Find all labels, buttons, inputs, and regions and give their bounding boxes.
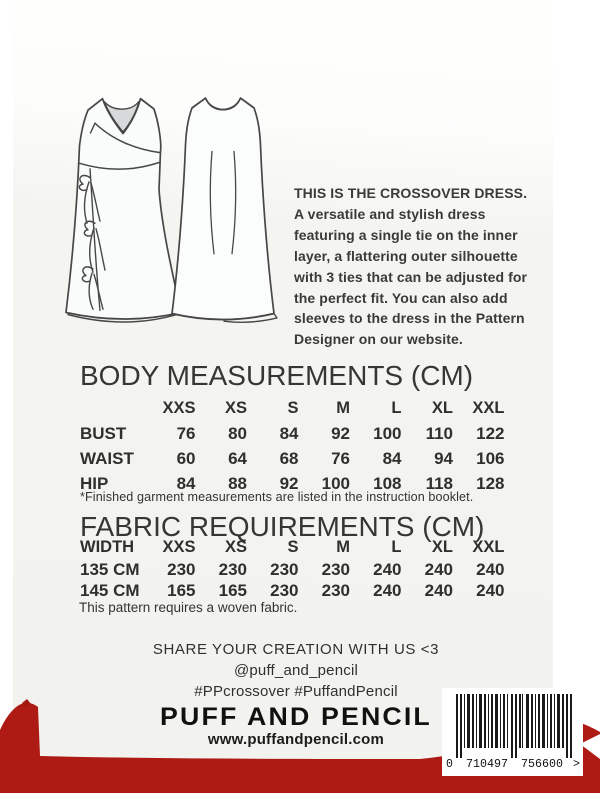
size-header: S bbox=[287, 538, 299, 556]
dress-description bbox=[294, 183, 550, 350]
size-header: XS bbox=[224, 399, 247, 417]
size-header: XS bbox=[224, 538, 247, 556]
fabric-145-value: 165 bbox=[218, 581, 247, 601]
barcode-digits-group1: 710497 bbox=[466, 758, 508, 771]
fabric-145-value: 230 bbox=[321, 581, 350, 601]
fabric-135-value: 240 bbox=[424, 559, 453, 579]
size-header: L bbox=[391, 399, 402, 417]
bust-value: 110 bbox=[425, 424, 453, 443]
fabric-145-value: 240 bbox=[424, 581, 453, 601]
bust-value: 84 bbox=[279, 424, 299, 443]
hip-value: 84 bbox=[176, 474, 196, 493]
bust-value: 100 bbox=[373, 424, 402, 443]
size-header: S bbox=[287, 399, 299, 417]
row-label-hip: HIP bbox=[80, 474, 109, 493]
hip-value: 128 bbox=[476, 474, 505, 493]
share-callout: SHARE YOUR CREATION WITH US <3 bbox=[152, 641, 440, 658]
barcode-digit-left: 0 bbox=[446, 758, 453, 771]
hip-value: 108 bbox=[373, 474, 402, 493]
width-header: WIDTH bbox=[80, 538, 135, 556]
size-header: L bbox=[391, 538, 402, 556]
description-line: Designer on our website. bbox=[294, 331, 463, 348]
row-label-bust: BUST bbox=[80, 424, 127, 443]
body-measurements-title: BODY MEASUREMENTS (CM) bbox=[80, 360, 474, 391]
dress-front-illustration bbox=[66, 99, 181, 322]
row-label-waist: WAIST bbox=[80, 449, 134, 468]
fabric-135-value: 240 bbox=[476, 559, 505, 579]
size-header: M bbox=[336, 399, 350, 417]
size-header: XL bbox=[431, 399, 453, 417]
waist-value: 76 bbox=[331, 449, 350, 468]
description-line: featuring a single tie on the inner bbox=[294, 226, 518, 243]
hip-value: 92 bbox=[279, 474, 299, 493]
barcode bbox=[442, 688, 583, 776]
barcode-digits-group2: 756600 bbox=[521, 758, 564, 771]
size-header: XXL bbox=[472, 399, 505, 417]
woven-fabric-note: This pattern requires a woven fabric. bbox=[79, 600, 298, 615]
waist-value: 60 bbox=[176, 449, 196, 468]
dress-illustration bbox=[42, 84, 292, 356]
size-header: M bbox=[336, 538, 350, 556]
size-header: XXL bbox=[472, 538, 505, 556]
fabric-135-value: 230 bbox=[270, 559, 299, 579]
fabric-requirements-title: FABRIC REQUIREMENTS (CM) bbox=[80, 511, 485, 542]
size-header: XXS bbox=[162, 538, 196, 556]
hip-value: 88 bbox=[228, 474, 247, 493]
description-line: layer, a flattering outer silhouette bbox=[294, 247, 518, 264]
fabric-135-value: 240 bbox=[373, 559, 402, 579]
size-header: XL bbox=[431, 538, 453, 556]
barcode-bars bbox=[442, 688, 583, 776]
waist-value: 106 bbox=[476, 449, 505, 468]
instagram-handle: @puff_and_pencil bbox=[233, 662, 359, 679]
description-line: sleeves to the dress in the Pattern bbox=[294, 310, 525, 327]
hip-value: 100 bbox=[321, 474, 350, 493]
fabric-145-value: 165 bbox=[167, 581, 196, 601]
bust-value: 76 bbox=[176, 424, 196, 443]
bust-value: 80 bbox=[228, 424, 247, 443]
size-header: XXS bbox=[162, 399, 196, 417]
waist-value: 94 bbox=[434, 449, 453, 468]
barcode-end-char: > bbox=[573, 758, 580, 771]
description-line: the perfect fit. You can also add bbox=[294, 289, 508, 306]
brand-logo-text: PUFF AND PENCIL bbox=[160, 703, 432, 731]
size-header-blank bbox=[80, 396, 144, 421]
fabric-145-value: 240 bbox=[373, 581, 402, 601]
fabric-145-value: 240 bbox=[476, 581, 505, 601]
waist-value: 84 bbox=[382, 449, 402, 468]
waist-value: 68 bbox=[279, 449, 299, 468]
waist-value: 64 bbox=[228, 449, 247, 468]
description-line: with 3 ties that can be adjusted for bbox=[294, 268, 528, 285]
hip-value: 118 bbox=[425, 474, 453, 493]
row-label-145cm: 145 CM bbox=[80, 581, 140, 601]
brand-website: www.puffandpencil.com bbox=[207, 731, 385, 748]
description-line: THIS IS THE CROSSOVER DRESS. bbox=[294, 185, 528, 201]
dress-back-illustration bbox=[172, 98, 277, 322]
hashtags: #PPcrossover #PuffandPencil bbox=[194, 683, 398, 700]
body-measurements-table bbox=[80, 396, 505, 496]
fabric-requirements-table bbox=[80, 537, 505, 602]
fabric-135-value: 230 bbox=[218, 559, 247, 579]
fabric-145-value: 230 bbox=[270, 581, 299, 601]
description-line: A versatile and stylish dress bbox=[294, 205, 486, 222]
finished-measurements-footnote: *Finished garment measurements are listed in the instruction booklet. bbox=[80, 490, 474, 504]
fabric-135-value: 230 bbox=[167, 559, 196, 579]
bust-value: 122 bbox=[476, 424, 505, 443]
row-label-135cm: 135 CM bbox=[80, 559, 140, 579]
fabric-135-value: 230 bbox=[321, 559, 350, 579]
bust-value: 92 bbox=[331, 424, 350, 443]
